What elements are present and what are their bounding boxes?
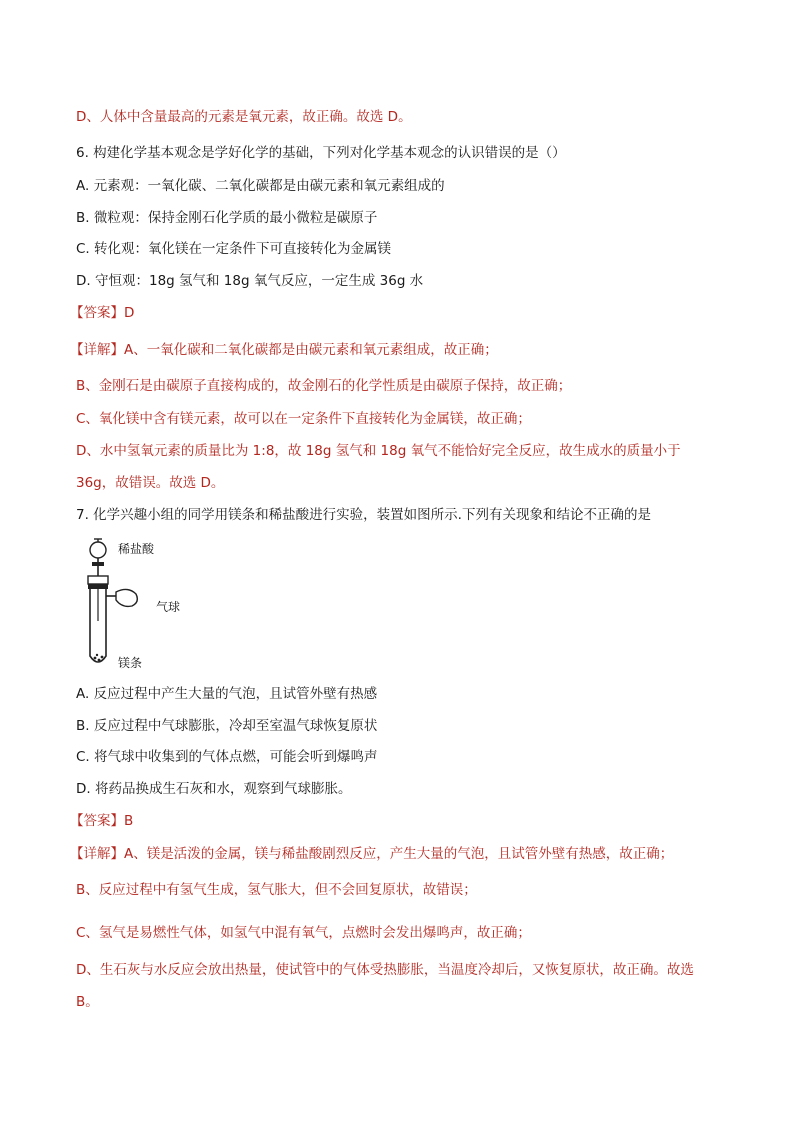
q7-answer-tag: 【答案】 xyxy=(70,813,124,829)
q6-option-b: B. 微粒观：保持金刚石化学质的最小微粒是碳原子 xyxy=(76,210,378,226)
q7-option-c: C. 将气球中收集到的气体点燃，可能会听到爆鸣声 xyxy=(76,749,378,765)
q6-detail-text-1: A、一氧化碳和二氧化碳都是由碳元素和氧元素组成，故正确； xyxy=(124,342,498,358)
label-magnesium-ribbon: 镁条 xyxy=(118,656,143,670)
q7-option-b: B. 反应过程中气球膨胀，冷却至室温气球恢复原状 xyxy=(76,718,378,734)
q7-detail-tag: 【详解】 xyxy=(70,846,124,862)
q6-detail-tag: 【详解】 xyxy=(70,342,124,358)
q6-answer-tag: 【答案】 xyxy=(70,305,124,321)
q7-detail-line-2: B、反应过程中有氢气生成，氢气胀大，但不会回复原状，故错误； xyxy=(76,882,477,898)
q7-detail-line-1 xyxy=(70,845,673,863)
q6-option-c: C. 转化观：氧化镁在一定条件下可直接转化为金属镁 xyxy=(76,241,392,257)
q6-detail-line-5: 36g，故错误。故选 D。 xyxy=(76,475,225,491)
q6-answer-value: D xyxy=(124,305,135,321)
q7-detail-line-4: D、生石灰与水反应会放出热量，使试管中的气体受热膨胀，当温度冷却后，又恢复原状，故正确。故选 xyxy=(76,962,694,978)
apparatus-figure xyxy=(76,536,206,670)
q7-answer xyxy=(70,812,133,830)
q7-option-d: D. 将药品换成生石灰和水，观察到气球膨胀。 xyxy=(76,781,352,797)
q7-option-a: A. 反应过程中产生大量的气泡，且试管外壁有热感 xyxy=(76,686,378,702)
q6-detail-line-1 xyxy=(70,341,498,359)
label-balloon: 气球 xyxy=(156,600,181,614)
q7-detail-line-3: C、氢气是易燃性气体，如氢气中混有氧气，点燃时会发出爆鸣声，故正确； xyxy=(76,925,531,941)
q6-stem: 6. 构建化学基本观念是学好化学的基础，下列对化学基本观念的认识错误的是（） xyxy=(76,145,566,161)
q6-detail-line-4: D、水中氢氧元素的质量比为 1:8，故 18g 氢气和 18g 氧气不能恰好完全反应，故生成水的质量小于 xyxy=(76,443,681,459)
q7-detail-line-5: B。 xyxy=(76,994,99,1010)
q6-detail-line-2: B、金刚石是由碳原子直接构成的，故金刚石的化学性质是由碳原子保持，故正确； xyxy=(76,378,572,394)
q6-detail-line-3: C、氧化镁中含有镁元素，故可以在一定条件下直接转化为金属镁，故正确； xyxy=(76,411,531,427)
q6-answer xyxy=(70,304,134,322)
prev-answer-d-line: D、人体中含量最高的元素是氧元素，故正确。故选 D。 xyxy=(76,109,412,125)
q7-stem: 7. 化学兴趣小组的同学用镁条和稀盐酸进行实验，装置如图所示.下列有关现象和结论不正确的是 xyxy=(76,507,651,523)
q6-option-a: A. 元素观：一氧化碳、二氧化碳都是由碳元素和氧元素组成的 xyxy=(76,178,445,194)
label-dilute-hcl: 稀盐酸 xyxy=(118,542,155,556)
q6-option-d: D. 守恒观：18g 氢气和 18g 氧气反应，一定生成 36g 水 xyxy=(76,273,424,289)
q7-detail-text-1: A、镁是活泼的金属，镁与稀盐酸剧烈反应，产生大量的气泡，且试管外壁有热感，故正确； xyxy=(124,846,674,862)
q7-answer-value: B xyxy=(124,813,134,829)
